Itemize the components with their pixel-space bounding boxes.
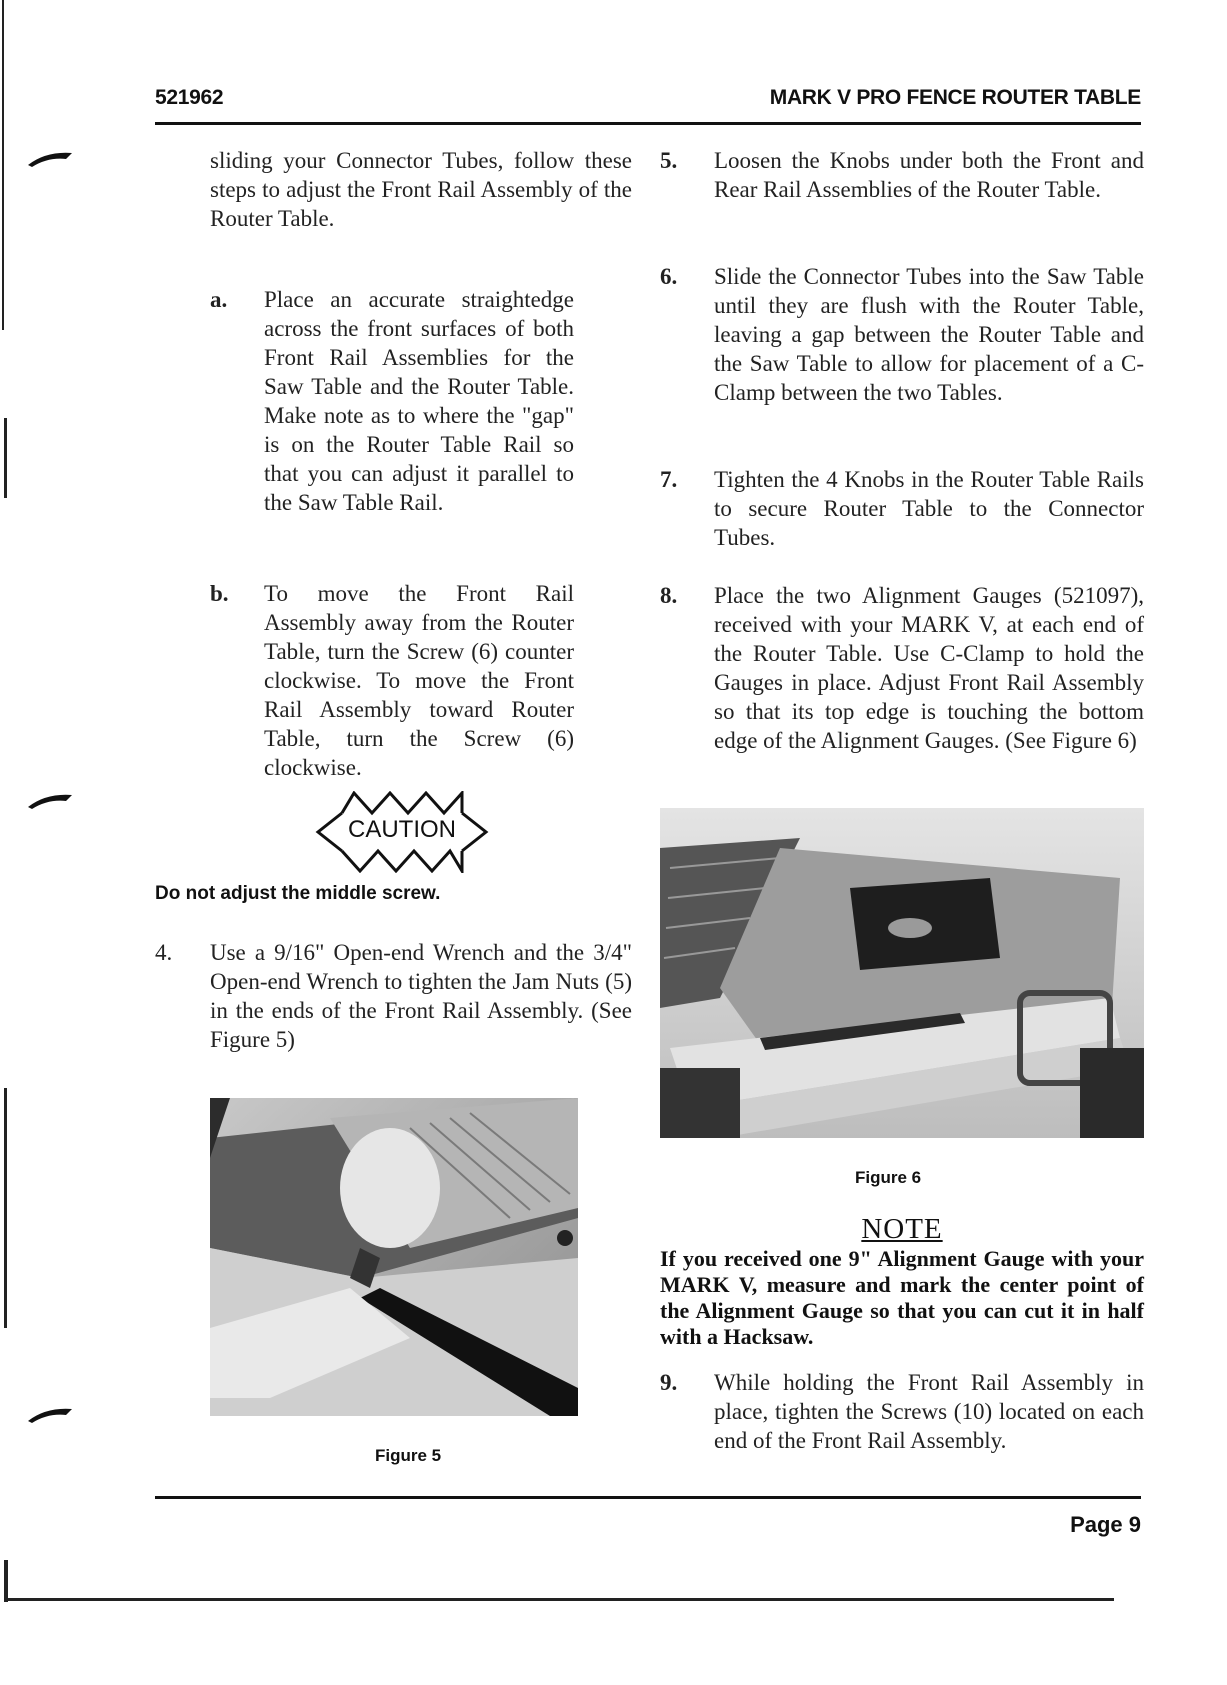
scan-edge-left-top — [2, 0, 4, 330]
step-9-text: While holding the Front Rail Assembly in place, tighten the Screws (10) located on each end of the Front Rail Assembly. — [714, 1370, 1144, 1453]
caution-label: CAUTION — [348, 816, 456, 843]
step-5-marker: 5. — [660, 148, 678, 173]
caution-text: Do not adjust the middle screw. — [155, 883, 441, 904]
step-8-marker: 8. — [660, 583, 678, 608]
step-6-text: Slide the Connector Tubes into the Saw Table until they are flush with the Router Table, leaving a gap between the Router Table and the Saw Table to allow for placement of a C-Clamp between the two Tables. — [714, 264, 1144, 405]
step-7-text: Tighten the 4 Knobs in the Router Table Rails to secure Router Table to the Connector Tubes. — [714, 467, 1144, 550]
step-5-text: Loosen the Knobs under both the Front and Rear Rail Assemblies of the Router Table. — [714, 148, 1144, 202]
wrench-on-rail-illustration — [210, 1098, 578, 1416]
intro-paragraph: sliding your Connector Tubes, follow these steps to adjust the Front Rail Assembly of the Router Table. — [210, 148, 632, 231]
step-4-marker: 4. — [155, 940, 173, 965]
header-rule — [155, 122, 1141, 125]
sub-step-b-text: To move the Front Rail Assembly away from the Router Table, turn the Screw (6) counter clockwise. To move the Front Rail Assembly toward Router Table, turn the Screw (6) clockwise. — [264, 581, 574, 780]
step-9-marker: 9. — [660, 1370, 678, 1395]
page-number: Page 9 — [1070, 1512, 1141, 1537]
note-text: If you received one 9" Alignment Gauge with your MARK V, measure and mark the center point of the Alignment Gauge so that you can cut it in half with a Hacksaw. — [660, 1246, 1144, 1349]
caution-sign — [312, 791, 492, 873]
step-8-text: Place the two Alignment Gauges (521097), received with your MARK V, at each end of the Router Table. Use C-Clamp to hold the Gauges in place. Adjust Front Rail Assembly so that its top edge is touching the bottom edge of the Alignment Gauges. (See Figure 6) — [714, 583, 1144, 753]
scan-edge-bottom — [4, 1598, 1114, 1601]
scan-edge-left-low — [4, 1088, 7, 1328]
sub-step-a-text: Place an accurate straightedge across the front surfaces of both Front Rail Assemblies for the Saw Table and the Router Table. Make note as to where the "gap" is on the Router Table Rail so that you can adjust it parallel to the Saw Table Rail. — [264, 287, 574, 515]
scan-edge-bottom-left — [4, 1560, 8, 1602]
document-title: MARK V PRO FENCE ROUTER TABLE — [769, 86, 1141, 109]
note-title: NOTE — [861, 1213, 943, 1245]
step-4-text: Use a 9/16" Open-end Wrench and the 3/4" Open-end Wrench to tighten the Jam Nuts (5) in the ends of the Front Rail Assembly. (See Figure 5) — [210, 940, 632, 1052]
binder-mark-1 — [26, 147, 76, 169]
sub-step-b-marker: b. — [210, 581, 229, 606]
sub-step-a-marker: a. — [210, 287, 228, 312]
router-table-gauge-illustration — [660, 808, 1144, 1138]
figure-6-photo — [660, 808, 1144, 1138]
footer-rule — [155, 1496, 1141, 1499]
figure-5-photo — [210, 1098, 578, 1416]
document-code: 521962 — [155, 86, 224, 109]
figure-5-caption: Figure 5 — [375, 1446, 442, 1465]
step-6-marker: 6. — [660, 264, 678, 289]
step-7-marker: 7. — [660, 467, 678, 492]
figure-6-caption: Figure 6 — [855, 1168, 922, 1187]
binder-mark-3 — [26, 1403, 76, 1425]
scan-edge-left-mid — [4, 418, 7, 498]
binder-mark-2 — [26, 789, 76, 811]
